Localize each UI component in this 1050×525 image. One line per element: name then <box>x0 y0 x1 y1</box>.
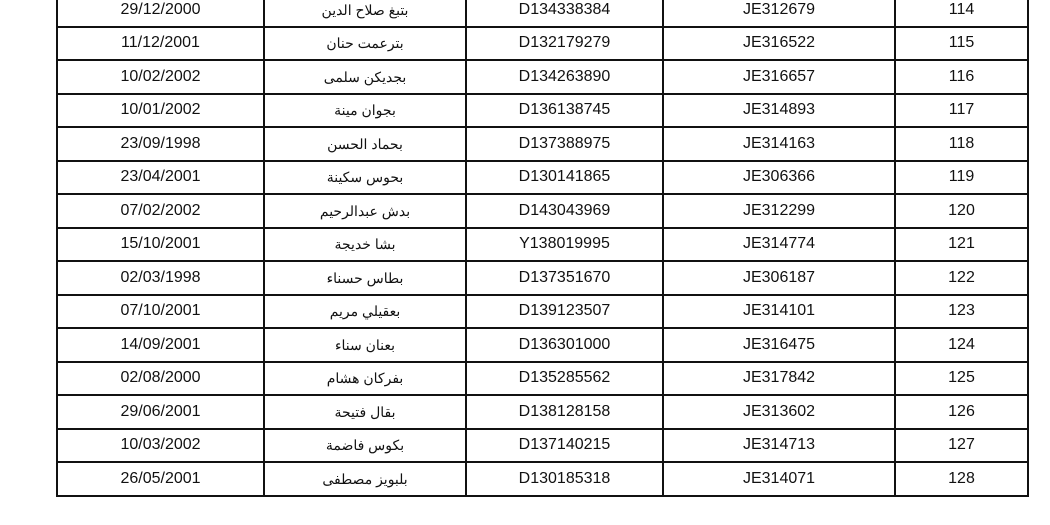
student-code-cell: JE306187 <box>663 261 895 295</box>
student-name-cell: بلبويز مصطفى <box>264 462 466 496</box>
birth-date-cell: 10/03/2002 <box>57 429 264 463</box>
student-name-cell: بقال فتيحة <box>264 395 466 429</box>
table-row <box>57 60 1028 94</box>
student-name-cell: بشا خديجة <box>264 228 466 262</box>
student-code-cell: JE314071 <box>663 462 895 496</box>
student-code-cell: JE314163 <box>663 127 895 161</box>
table-row <box>57 228 1028 262</box>
student-table-body <box>57 0 1028 496</box>
birth-date-cell: 07/10/2001 <box>57 295 264 329</box>
row-number-cell: 115 <box>895 27 1028 61</box>
student-code-cell: JE314101 <box>663 295 895 329</box>
table-row <box>57 395 1028 429</box>
id-card-cell: D134263890 <box>466 60 663 94</box>
row-number-cell: 122 <box>895 261 1028 295</box>
table-row <box>57 94 1028 128</box>
row-number-cell: 118 <box>895 127 1028 161</box>
birth-date-cell: 29/06/2001 <box>57 395 264 429</box>
student-name-cell: بحوس سكينة <box>264 161 466 195</box>
student-name-cell: بتبغ صلاح الدين <box>264 0 466 27</box>
row-number-cell: 119 <box>895 161 1028 195</box>
id-card-cell: D139123507 <box>466 295 663 329</box>
id-card-cell: D135285562 <box>466 362 663 396</box>
birth-date-cell: 23/09/1998 <box>57 127 264 161</box>
student-code-cell: JE316475 <box>663 328 895 362</box>
birth-date-cell: 11/12/2001 <box>57 27 264 61</box>
birth-date-cell: 14/09/2001 <box>57 328 264 362</box>
table-row <box>57 161 1028 195</box>
table-row <box>57 27 1028 61</box>
birth-date-cell: 26/05/2001 <box>57 462 264 496</box>
student-code-cell: JE317842 <box>663 362 895 396</box>
id-card-cell: D130141865 <box>466 161 663 195</box>
row-number-cell: 116 <box>895 60 1028 94</box>
id-card-cell: D137140215 <box>466 429 663 463</box>
row-number-cell: 127 <box>895 429 1028 463</box>
row-number-cell: 125 <box>895 362 1028 396</box>
student-name-cell: بترعمت حنان <box>264 27 466 61</box>
student-code-cell: JE314893 <box>663 94 895 128</box>
student-name-cell: بفركان هشام <box>264 362 466 396</box>
student-table <box>56 0 1029 497</box>
id-card-cell: D136138745 <box>466 94 663 128</box>
student-code-cell: JE314713 <box>663 429 895 463</box>
id-card-cell: D136301000 <box>466 328 663 362</box>
birth-date-cell: 29/12/2000 <box>57 0 264 27</box>
birth-date-cell: 02/08/2000 <box>57 362 264 396</box>
student-code-cell: JE312679 <box>663 0 895 27</box>
student-name-cell: بطاس حسناء <box>264 261 466 295</box>
student-name-cell: بجوان مينة <box>264 94 466 128</box>
student-name-cell: بدش عبدالرحيم <box>264 194 466 228</box>
table-row <box>57 429 1028 463</box>
birth-date-cell: 15/10/2001 <box>57 228 264 262</box>
row-number-cell: 117 <box>895 94 1028 128</box>
id-card-cell: D132179279 <box>466 27 663 61</box>
row-number-cell: 121 <box>895 228 1028 262</box>
row-number-cell: 124 <box>895 328 1028 362</box>
student-code-cell: JE313602 <box>663 395 895 429</box>
id-card-cell: D134338384 <box>466 0 663 27</box>
student-code-cell: JE314774 <box>663 228 895 262</box>
student-name-cell: بعنان سناء <box>264 328 466 362</box>
student-name-cell: بحماد الحسن <box>264 127 466 161</box>
birth-date-cell: 02/03/1998 <box>57 261 264 295</box>
student-code-cell: JE316657 <box>663 60 895 94</box>
id-card-cell: D138128158 <box>466 395 663 429</box>
table-row <box>57 328 1028 362</box>
student-name-cell: بجديكن سلمى <box>264 60 466 94</box>
birth-date-cell: 10/01/2002 <box>57 94 264 128</box>
table-row <box>57 0 1028 27</box>
birth-date-cell: 10/02/2002 <box>57 60 264 94</box>
student-code-cell: JE316522 <box>663 27 895 61</box>
id-card-cell: D143043969 <box>466 194 663 228</box>
table-row <box>57 462 1028 496</box>
table-row <box>57 127 1028 161</box>
id-card-cell: D137351670 <box>466 261 663 295</box>
row-number-cell: 128 <box>895 462 1028 496</box>
row-number-cell: 126 <box>895 395 1028 429</box>
table-row <box>57 295 1028 329</box>
birth-date-cell: 23/04/2001 <box>57 161 264 195</box>
student-code-cell: JE312299 <box>663 194 895 228</box>
table-row <box>57 362 1028 396</box>
id-card-cell: Y138019995 <box>466 228 663 262</box>
row-number-cell: 120 <box>895 194 1028 228</box>
table-row <box>57 194 1028 228</box>
student-list-page <box>56 0 1017 497</box>
table-row <box>57 261 1028 295</box>
birth-date-cell: 07/02/2002 <box>57 194 264 228</box>
student-name-cell: بكوس فاضمة <box>264 429 466 463</box>
student-name-cell: بعقيلي مريم <box>264 295 466 329</box>
student-code-cell: JE306366 <box>663 161 895 195</box>
id-card-cell: D137388975 <box>466 127 663 161</box>
row-number-cell: 114 <box>895 0 1028 27</box>
id-card-cell: D130185318 <box>466 462 663 496</box>
row-number-cell: 123 <box>895 295 1028 329</box>
